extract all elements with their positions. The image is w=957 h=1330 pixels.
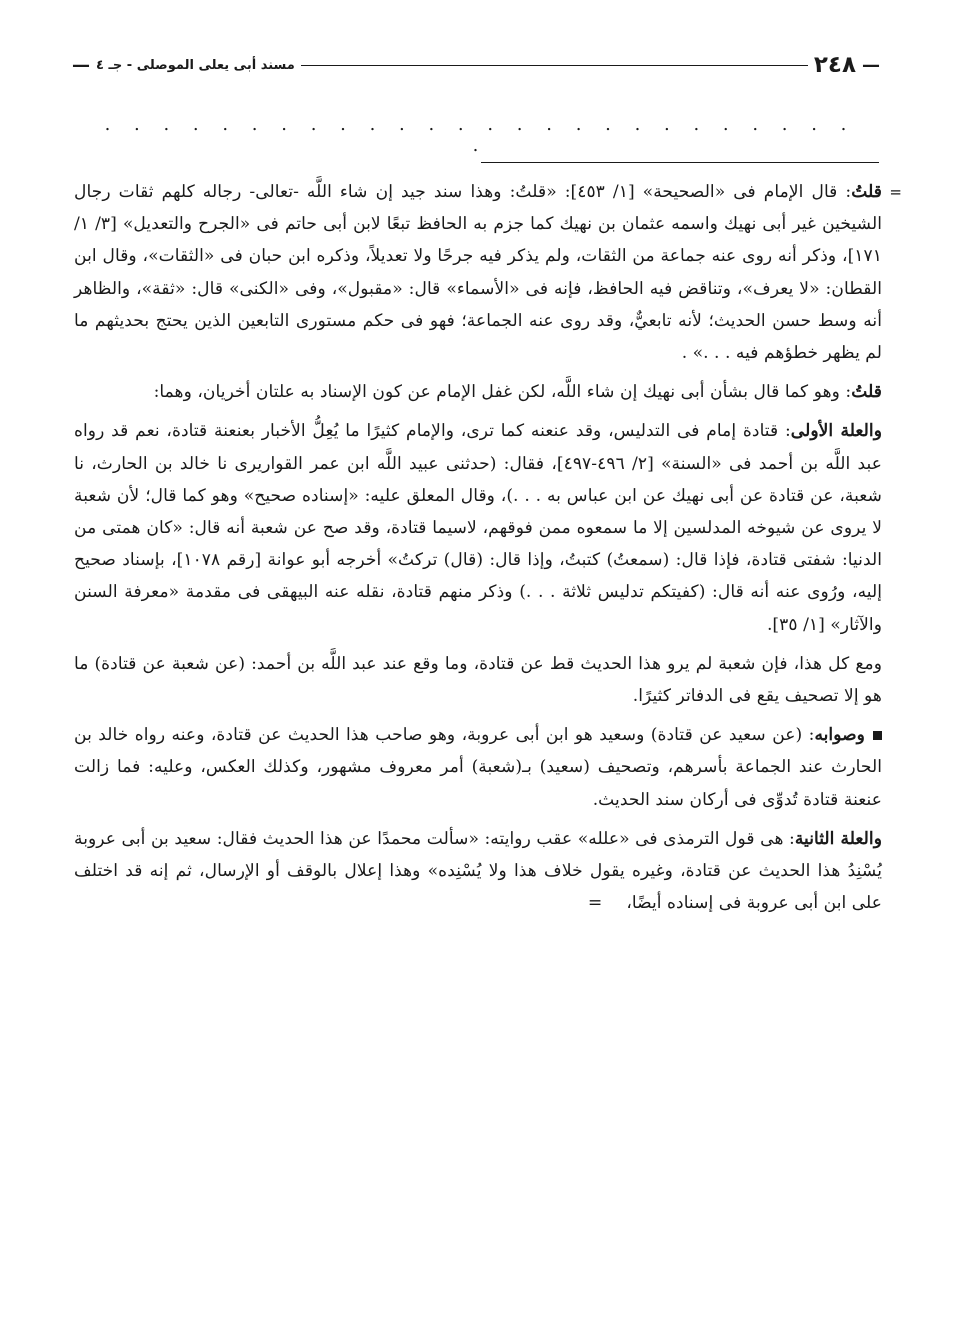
- paragraph-6: [74, 823, 882, 920]
- paragraph-4: [74, 648, 882, 712]
- paragraph-1: [74, 176, 882, 369]
- paragraph-3-lead: والعلة الأولى: [790, 421, 882, 442]
- paragraph-1-lead: قلتُ: [851, 182, 882, 202]
- header-rule: [301, 65, 808, 66]
- paragraph-1-text: : قال الإمام فى «الصحيحة» [١/ ٤٥٣]: «قلتُ: وهذا سند جيد إن شاء اللَّه -تعالى- رجاله كلهم ثقات رجال الشيخين غير أبى نهيك واسمه عثمان بن نهيك كما جزم به الحافظ تبعًا لابن أبى حاتم فى «الجرح والتعديل» [٣/ ١/ ١٧١]، وذكر أنه روى عنه جماعة من الثقات، ولم يذكر فيه جرحًا ولا تعديلاً، وذكره ابن حبان فى «الثقات»، وقال ابن القطان: «لا يعرف»، وتناقض فيه الحافظ، فإنه فى «الأسماء» قال: «مقبول»، وفى «الكنى» قال: «ثقة»، والظاهر أنه وسط حسن الحديث؛ لأنه تابعيٌّ، وقد روى عنه الجماعة؛ فهو فى حكم مستورى التابعين الذين يحتج بحديثهم ما لم يظهر خطؤهم فيه . . .» .: [74, 182, 882, 364]
- paragraph-2: [74, 376, 882, 408]
- header-dash-right: —: [862, 54, 880, 76]
- paragraph-2-text: : وهو كما قال بشأن أبى نهيك إن شاء اللَّه، لكن غفل الإمام عن كون الإسناد به علتان أخريان، وهما:: [153, 382, 852, 403]
- continuation-mark-end: =: [587, 893, 603, 914]
- omitted-text-ellipsis: . . . . . . . . . . . . . . . . . . . . . . . . . . .: [104, 114, 856, 156]
- continuation-mark-start: =: [889, 183, 902, 201]
- paragraph-5: [74, 719, 882, 816]
- paragraph-3-text: : قتادة إمام فى التدليس، وقد عنعنه كما ترى، والإمام كثيرًا ما يُعِلُّ الأخبار بعنعنة قتادة، نعم قد رواه عبد اللَّه بن أحمد فى «السنة» [٢/ ٤٩٦-٤٩٧]، فقال: (حدثنى عبيد اللَّه ابن عمر القواريرى نا خالد بن الحارث، نا شعبة، عن قتادة عن أبى نهيك عن ابن عباس به . . .)، وقال المعلق عليه: «إسناده صحيح» وهو كما قال؛ لأن شعبة لا يروى عن شيوخه المدلسين إلا ما سمعوه ممن فوقهم، لاسيما قتادة، وقد صح عن شعبة أنه قال: «كان همتى من الدنيا: شفتى قتادة، فإذا قال: (سمعتُ) كتبتُ، وإذا قال: (قال) تركتُ» أخرجه أبو عوانة [رقم ١٠٧٨]، بإسناد صحيح إليه، ورُوى عنه أنه قال: (كفيتكم تدليس ثلاثة . . .) وذكر منهم قتادة، نقله عنه البيهقى فى مقدمة «معرفة السنن والآثار» [١/ ٣٥].: [74, 421, 883, 635]
- header-dash-left: —: [72, 54, 90, 76]
- footnote-separator: [481, 162, 879, 163]
- square-bullet-icon: [873, 731, 882, 740]
- paragraph-5-lead: وصوابه: [814, 725, 865, 746]
- running-header: [72, 48, 880, 82]
- paragraph-6-lead: والعلة الثانية: [794, 828, 882, 849]
- paragraph-5-text: : (عن سعيد عن قتادة) وسعيد هو ابن أبى عروبة، وهو صاحب هذا الحديث عن قتادة، وعنه رواه خالد بن الحارث عند الجماعة بأسرهم، وتصحيف (سعيد) بـ(شعبة) أمر معروف مشهور، وكذلك العكس، وعليه: فما زالت عنعنة قتادة تُدوِّى فى أركان سند الحديث.: [74, 725, 882, 810]
- paragraph-6-text: : هى قول الترمذى فى «علله» عقب روايته: «سألت محمدًا عن هذا الحديث فقال: سعيد بن أبى عروبة يُسْنِدُ هذا الحديث عن قتادة، وغيره يقول خلاف هذا ولا يُسْنِده» وهذا إعلال بالوقف أو الإرسال، ثم إنه قد اختلف على ابن أبى عروبة فى إسناده أيضًا،: [74, 828, 882, 914]
- book-title: مسند أبى يعلى الموصلى - جـ ٤: [96, 57, 295, 73]
- paragraph-4-text: ومع كل هذا، فإن شعبة لم يرو هذا الحديث قط عن قتادة، وما وقع عند عبد اللَّه بن أحمد: (عن شعبة عن قتادة) ما هو إلا تصحيف يقع فى الدفاتر كثيرًا.: [74, 653, 882, 707]
- footnote-body: [74, 176, 902, 924]
- paragraph-2-lead: قلتُ: [851, 382, 882, 403]
- paragraph-3: [74, 415, 882, 640]
- page-number: ٢٤٨: [813, 52, 856, 78]
